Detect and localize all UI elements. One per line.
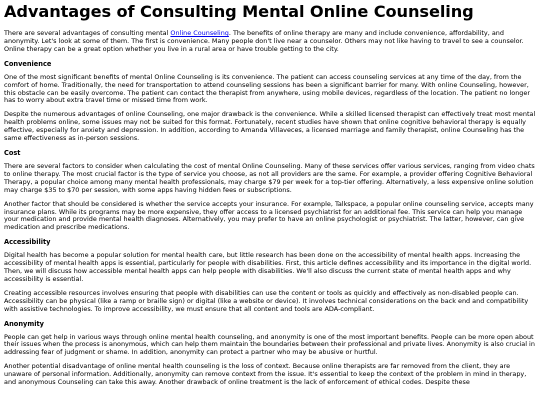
accessibility-paragraph-1: Digital health has become a popular solution for mental health care, but little research has been done on the accessibility of mental health apps. Increasing the accessibility of mental health apps is essential, particularly for people with disabilities. First, this article defines accessibility and its importance in the digital world. Then, we will discuss how accessible mental health apps can help people with disabilities. We'll also discuss the current state of mental health apps and why accessibility is essential. [4, 251, 532, 283]
page-title: Advantages of Consulting Mental Online Counseling [4, 2, 474, 21]
section-heading-anonymity: Anonymity [4, 319, 44, 328]
intro-text-before: There are several advantages of consulting mental [4, 29, 171, 37]
section-heading-cost: Cost [4, 148, 21, 157]
intro-text-after: . The benefits of online therapy are many and include convenience, affordability, and anonymity. Let's look at some of them. The first is convenience. Many people don't live near a counselor. Others may not like having to travel to see a counselor. Online therapy can be a great option whether you live in a rural area or have trouble getting to the city. [4, 29, 524, 53]
cost-paragraph-1: There are several factors to consider when calculating the cost of mental Online Counseling. Many of these services offer various services, ranging from video chats to online therapy. The most crucial factor is the type of service you choose, as not all providers are the same. For example, a provider offering Cognitive Behavioral Therapy, a popular choice among many mental health professionals, may charge $79 per week for a top-tier offering. Alternatively, a less expensive online solution may charge $35 to $70 per session, with some apps having hidden fees or subscriptions. [4, 161, 535, 194]
section-heading-convenience: Convenience [4, 59, 52, 68]
anonymity-paragraph-2: Another potential disadvantage of online mental health counseling is the loss of context. Because online therapists are far removed from the client, they are unaware of personal information. Additionally, anonymity can remove context from the issue. It's essential to keep the context of the problem in mind in therapy, and anonymous Counseling can take this away. Another drawback of online treatment is the lack of enforcement of ethical codes. Despite these [4, 362, 527, 387]
accessibility-paragraph-2: Creating accessible resources involves ensuring that people with disabilities can use the content or tools as quickly and effectively as non-disabled people can. Accessibility can be physical (like a ramp or braille sign) or digital (like a website or device). It involves technical considerations on the back end and compatibility with assistive technologies. To improve accessibility, we must ensure that all content and tools are ADA-compliant. [4, 288, 529, 313]
section-heading-accessibility: Accessibility [4, 238, 51, 247]
convenience-paragraph-1: One of the most significant benefits of mental Online Counseling is its convenience. The patient can access counseling services at any time of the day, from the comfort of home. Traditionally, the need for transportation to attend counseling sessions has been a significant barrier for many. With online Counseling, however, this obstacle can be easily overcome. The patient can contact the therapist from anywhere, using mobile devices, regardless of the location. The patient no longer has to worry about extra travel time or missed time from work. [4, 72, 530, 105]
intro-paragraph [4, 30, 536, 54]
cost-paragraph-2: Another factor that should be considered is whether the service accepts your insurance. For example, Talkspace, a popular online counseling service, accepts many insurance plans. While its programs may be more expensive, they offer access to a licensed psychiatrist for an additional fee. This service can help you manage your medication and provide mental health diagnoses. Alternatively, you may prefer to have an online psychologist or psychiatrist. The latter, however, can give medication and prescribe medications. [4, 199, 534, 232]
online-counseling-link[interactable]: Online Counseling [170, 29, 229, 37]
convenience-paragraph-2: Despite the numerous advantages of online Counseling, one major drawback is the convenience. While a skilled licensed therapist can effectively treat most mental health problems online, some issues may not be suited for this format. Fortunately, recent studies have shown that online cognitive behavioral therapy is equally effective, especially for anxiety and depression. In addition, according to Amanda Villaveces, a licensed marriage and family therapist, online Counseling has the same effectiveness as in-person sessions. [4, 110, 536, 143]
anonymity-paragraph-1: People can get help in various ways through online mental health counseling, and anonymity is one of the most important benefits. People can be more open about their issues when the process is anonymous, which can help them maintain the boundaries between their professional and private lives. Anonymity is also crucial in addressing fear of judgment or shame. In addition, anonymity can protect a partner who may be abusive or hurtful. [4, 332, 535, 357]
